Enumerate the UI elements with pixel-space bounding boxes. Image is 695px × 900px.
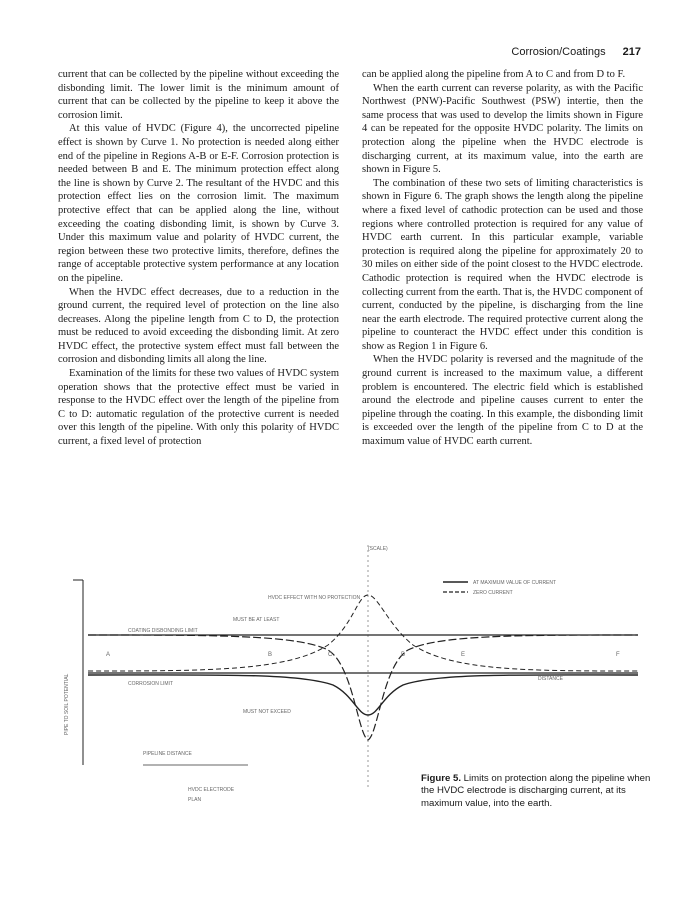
point-label: A <box>106 652 111 658</box>
point-label: D <box>401 652 406 658</box>
electrode-label: HVDC ELECTRODE <box>188 787 235 793</box>
caption-label: Figure 5. <box>421 773 461 784</box>
curve-3-label: MUST NOT EXCEED <box>243 709 291 715</box>
curve-2-label: MUST BE AT LEAST <box>233 617 280 623</box>
paragraph: can be applied along the pipeline from A to C and from D to F. <box>362 69 626 80</box>
running-header <box>511 46 641 58</box>
y-axis-label: PIPE TO SOIL POTENTIAL <box>64 673 70 735</box>
page-number: 217 <box>622 46 641 58</box>
paragraph: The combination of these two sets of limiting characteristics is shown in Figure 6. The graph shows the length along the pipeline where a fixed level of cathodic protection can be used and those regions where controlled protection is required for any value of HVDC earth current. In this particular example, variable protection is required along the pipeline for approximately 20 to 30 miles on either side of the point closest to the HVDC electrode. Cathodic protection is required when the HVDC electrode is collecting current from the earth. That is, the HVDC component of current, conducted by the pipeline, is discharging from the line near the earth electrode. The required protective current along the pipeline to counteract the HVDC effect under this condition is show as Region 1 in Figure 6. <box>362 177 643 352</box>
legend-item: ZERO CURRENT <box>473 590 513 596</box>
scale-label: PIPELINE DISTANCE <box>143 751 192 757</box>
section-title: Corrosion/Coatings <box>511 46 606 58</box>
paragraph: When the earth current can reverse polarity, as with the Pacific Northwest (PNW)-Pacific Southwest (PSW) intertie, then the same process that was used to develop the limits shown in Figure 4 can be repeated for the opposite HVDC polarity. The limits on protection along the pipeline when the HVDC electrode is discharging current, at its maximum value, into the earth are shown in Figure 5. <box>362 82 643 176</box>
paragraph: Examination of the limits for these two values of HVDC system operation shows that the protective effect must be varied in response to the HVDC effect over the length of the pipeline from C to D: automatic regulation of the protective current is needed over this length of the pipeline. With only this polarity of HVDC current, a fixed level of protection <box>58 368 339 448</box>
right-column <box>362 68 643 449</box>
point-label: C <box>328 652 333 658</box>
caption-text: Limits on protection along the pipeline when the HVDC electrode is discharging current, at its maximum value, into the earth. <box>421 773 651 809</box>
paragraph: current that can be collected by the pipeline without exceeding the disbonding limit. The lower limit is the minimum amount of current that can be collected by the pipeline to keep it above the corrosion limit. <box>58 69 339 121</box>
point-label: B <box>268 652 273 658</box>
legend-item: AT MAXIMUM VALUE OF CURRENT <box>473 580 557 586</box>
distance-label: DISTANCE <box>538 676 563 682</box>
point-label: E <box>461 652 466 658</box>
disbonding-label: COATING DISBONDING LIMIT <box>128 628 198 634</box>
paragraph: When the HVDC effect decreases, due to a reduction in the ground current, the required level of protection on the line also decreases. Along the pipeline length from C to D, the protection must be reduced to avoid exceeding the disbonding limit. At zero HVDC effect, the protective system effect must fall between the corrosion and disbonding limits all along the line. <box>58 286 339 366</box>
plan-label: PLAN <box>188 797 202 803</box>
curve-3 <box>88 635 638 740</box>
point-label: F <box>616 652 620 658</box>
figure-caption <box>421 773 651 810</box>
curve-1-label: HVDC EFFECT WITH NO PROTECTION <box>268 595 361 601</box>
left-column <box>58 68 339 449</box>
corrosion-label: CORROSION LIMIT <box>128 681 174 687</box>
paragraph: At this value of HVDC (Figure 4), the uncorrected pipeline effect is shown by Curve 1. No protection is needed along either end of the pipeline in Regions A-B or E-F. Corrosion protection is needed between B and E. The minimum protection effect along the line is shown by Curve 2. The resultant of the HVDC and this protection effect lies on the corrosion limit. The maximum protective effect that can be applied along the line, without exceeding the coating disbonding limit, is shown by Curve 3. Under this maximum value and polarity of HVDC current, the region between these two protective limits, therefore, defines the range of acceptable protective system performance at any location on the pipeline. <box>58 123 339 284</box>
top-label: (SCALE) <box>368 546 388 552</box>
paragraph: When the HVDC polarity is reversed and the magnitude of the ground current is increased to the maximum value, a different problem is encountered. The electric field which is established around the electrode and pipeline causes current to enter the pipeline through the coating. In this example, the disbonding limit is exceeded over the length of the pipeline from C to D at the maximum value of HVDC earth current. <box>362 354 643 448</box>
